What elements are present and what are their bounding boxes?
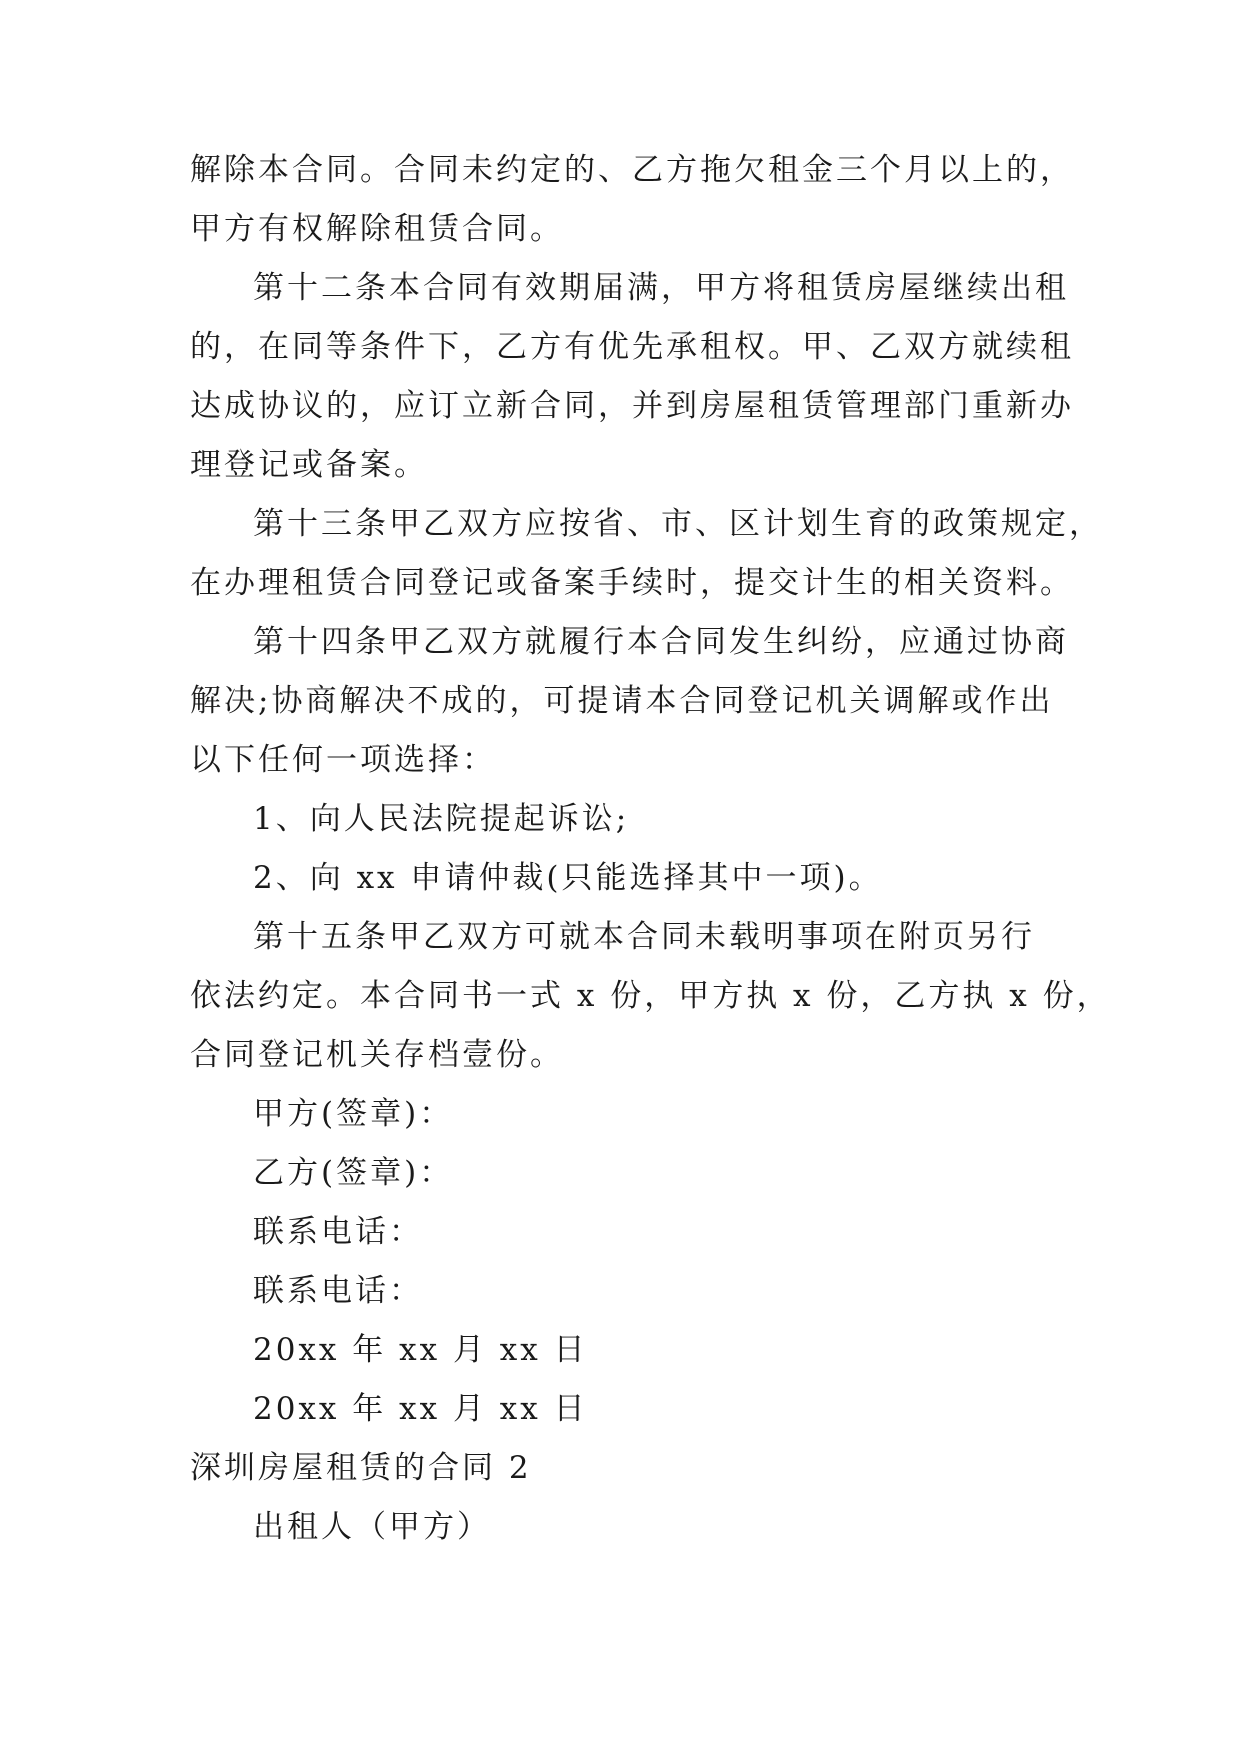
contact-phone-label: 联系电话： — [253, 1214, 423, 1250]
section-title: 深圳房屋租赁的合同 2 — [190, 1450, 532, 1486]
text-line: 解除本合同。合同未约定的、乙方拖欠租金三个月以上的， — [190, 152, 1074, 188]
party-b-signature-label: 乙方(签章)： — [253, 1155, 454, 1191]
text-line: 解决;协商解决不成的，可提请本合同登记机关调解或作出 — [190, 683, 1054, 719]
text-line: 理登记或备案。 — [190, 447, 428, 483]
text-line: 以下任何一项选择： — [190, 742, 496, 778]
date-line: 20xx 年 xx 月 xx 日 — [253, 1391, 588, 1427]
list-item: 2、向 xx 申请仲裁(只能选择其中一项)。 — [253, 860, 883, 896]
text-line: 依法约定。本合同书一式 x 份，甲方执 x 份，乙方执 x 份， — [190, 978, 1111, 1014]
lessor-label: 出租人（甲方） — [253, 1509, 491, 1545]
paragraph-start-line: 第十四条甲乙双方就履行本合同发生纠纷，应通过协商 — [253, 624, 1069, 660]
text-line: 甲方有权解除租赁合同。 — [190, 211, 564, 247]
contact-phone-label: 联系电话： — [253, 1273, 423, 1309]
paragraph-start-line: 第十二条本合同有效期届满，甲方将租赁房屋继续出租 — [253, 270, 1069, 306]
paragraph-start-line: 第十三条甲乙双方应按省、市、区计划生育的政策规定， — [253, 506, 1103, 542]
party-a-signature-label: 甲方(签章)： — [253, 1096, 454, 1132]
text-line: 达成协议的，应订立新合同，并到房屋租赁管理部门重新办 — [190, 388, 1074, 424]
text-line: 合同登记机关存档壹份。 — [190, 1037, 564, 1073]
text-line: 在办理租赁合同登记或备案手续时，提交计生的相关资料。 — [190, 565, 1074, 601]
list-item: 1、向人民法院提起诉讼; — [253, 801, 630, 837]
paragraph-start-line: 第十五条甲乙双方可就本合同未载明事项在附页另行 — [253, 919, 1035, 955]
text-line: 的，在同等条件下，乙方有优先承租权。甲、乙双方就续租 — [190, 329, 1074, 365]
date-line: 20xx 年 xx 月 xx 日 — [253, 1332, 588, 1368]
